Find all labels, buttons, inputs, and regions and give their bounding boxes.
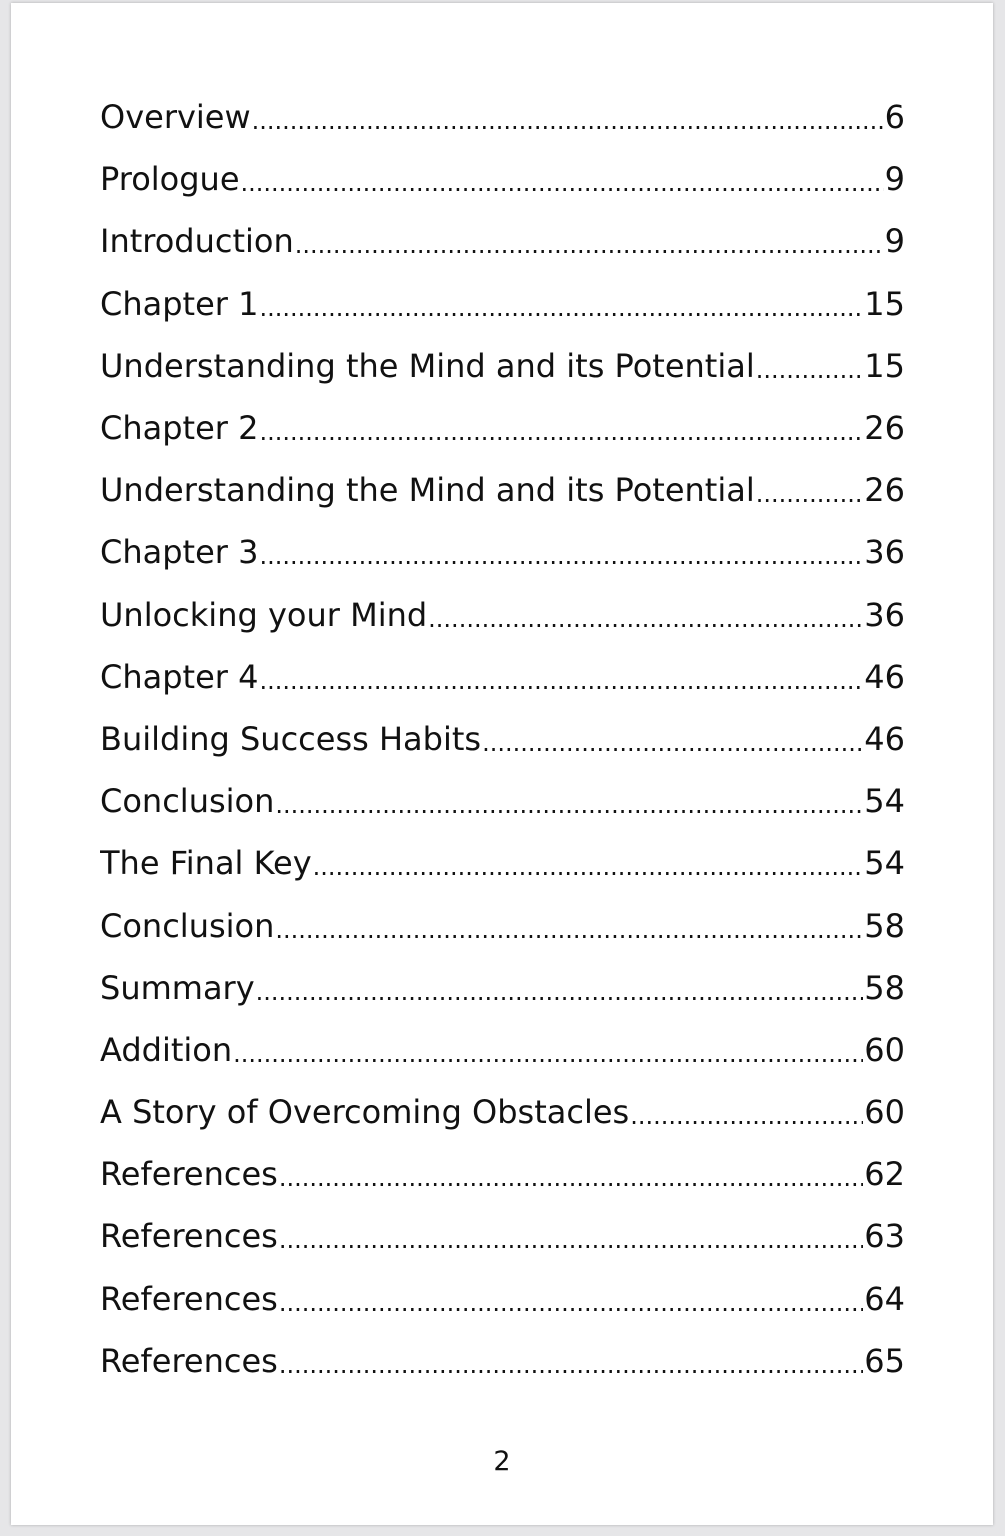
dot-leader (279, 1220, 863, 1252)
dot-leader (259, 661, 863, 693)
toc-entry[interactable] (100, 646, 905, 708)
toc-entry-page-number: 36 (864, 595, 905, 634)
dot-leader (241, 163, 884, 195)
dot-leader (756, 350, 864, 382)
dot-leader (295, 225, 884, 257)
toc-entry-title: References (100, 1341, 278, 1380)
toc-entry-page-number: 62 (864, 1155, 905, 1194)
toc-entry-title: A Story of Overcoming Obstacles (100, 1093, 630, 1132)
toc-entry-page-number: 9 (884, 222, 905, 261)
toc-entry-title: Chapter 1 (100, 284, 259, 323)
toc-entry[interactable] (100, 957, 905, 1019)
toc-entry-title: References (100, 1279, 278, 1318)
toc-entry[interactable] (100, 86, 905, 148)
toc-entry-title: Building Success Habits (100, 719, 482, 758)
toc-entry-page-number: 26 (864, 471, 905, 510)
toc-entry[interactable] (100, 397, 905, 459)
dot-leader (252, 101, 884, 133)
toc-entry-title: Unlocking your Mind (100, 595, 428, 634)
toc-entry-page-number: 64 (864, 1279, 905, 1318)
dot-leader (279, 1158, 863, 1190)
dot-leader (428, 599, 863, 631)
toc-entry-title: Conclusion (100, 782, 275, 821)
toc-entry-page-number: 63 (864, 1217, 905, 1256)
toc-entry-title: References (100, 1155, 278, 1194)
toc-entry[interactable] (100, 210, 905, 272)
toc-entry[interactable] (100, 1330, 905, 1392)
toc-entry-title: Understanding the Mind and its Potential (100, 471, 755, 510)
toc-entry-page-number: 65 (864, 1341, 905, 1380)
toc-entry-page-number: 60 (864, 1030, 905, 1069)
dot-leader (279, 1345, 863, 1377)
toc-entry-page-number: 58 (864, 968, 905, 1007)
toc-entry-title: References (100, 1217, 278, 1256)
toc-entry[interactable] (100, 521, 905, 583)
table-of-contents (100, 86, 905, 1392)
toc-entry-page-number: 6 (884, 98, 905, 137)
toc-entry[interactable] (100, 894, 905, 956)
toc-entry[interactable] (100, 335, 905, 397)
toc-entry-page-number: 26 (864, 409, 905, 448)
toc-entry[interactable] (100, 1019, 905, 1081)
dot-leader (256, 972, 864, 1004)
document-page (11, 3, 993, 1525)
toc-entry[interactable] (100, 832, 905, 894)
dot-leader (259, 288, 863, 320)
toc-entry[interactable] (100, 1205, 905, 1267)
toc-entry-title: Conclusion (100, 906, 275, 945)
toc-entry-title: Chapter 2 (100, 409, 259, 448)
dot-leader (259, 536, 863, 568)
toc-entry-title: Summary (100, 968, 255, 1007)
dot-leader (313, 847, 864, 879)
toc-entry-page-number: 15 (864, 284, 905, 323)
toc-entry[interactable] (100, 584, 905, 646)
dot-leader (630, 1096, 863, 1128)
toc-entry-page-number: 36 (864, 533, 905, 572)
toc-entry[interactable] (100, 708, 905, 770)
toc-entry-title: Overview (100, 98, 251, 137)
dot-leader (259, 412, 863, 444)
toc-entry[interactable] (100, 1268, 905, 1330)
toc-entry[interactable] (100, 459, 905, 521)
toc-entry-page-number: 46 (864, 719, 905, 758)
toc-entry-title: Chapter 4 (100, 657, 259, 696)
toc-entry-title: Prologue (100, 160, 240, 199)
toc-entry-title: Chapter 3 (100, 533, 259, 572)
toc-entry[interactable] (100, 1143, 905, 1205)
toc-entry-title: The Final Key (100, 844, 312, 883)
toc-entry-page-number: 54 (864, 844, 905, 883)
toc-entry-page-number: 9 (884, 160, 905, 199)
toc-entry-page-number: 58 (864, 906, 905, 945)
dot-leader (756, 474, 864, 506)
dot-leader (233, 1034, 863, 1066)
page-number: 2 (493, 1446, 511, 1477)
toc-entry-title: Understanding the Mind and its Potential (100, 346, 755, 385)
toc-entry-title: Introduction (100, 222, 294, 261)
toc-entry-page-number: 54 (864, 782, 905, 821)
toc-entry[interactable] (100, 1081, 905, 1143)
toc-entry-page-number: 15 (864, 346, 905, 385)
toc-entry[interactable] (100, 273, 905, 335)
toc-entry-page-number: 60 (864, 1093, 905, 1132)
dot-leader (275, 785, 863, 817)
toc-entry[interactable] (100, 148, 905, 210)
dot-leader (279, 1283, 863, 1315)
toc-entry[interactable] (100, 770, 905, 832)
toc-entry-title: Addition (100, 1030, 233, 1069)
dot-leader (275, 910, 863, 942)
dot-leader (482, 723, 863, 755)
toc-entry-page-number: 46 (864, 657, 905, 696)
